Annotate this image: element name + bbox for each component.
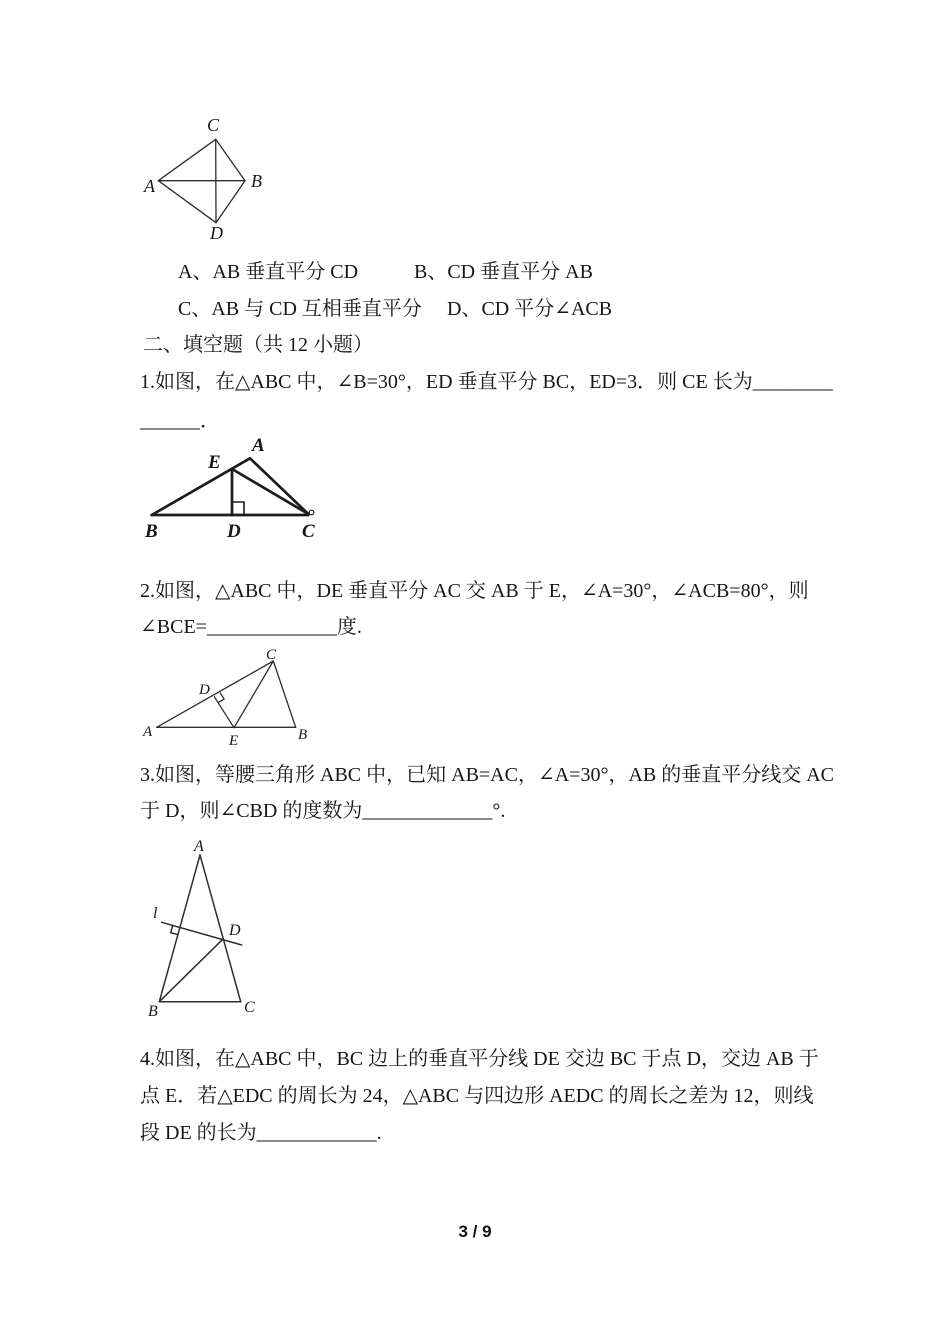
figure-q1-triangle	[130, 430, 390, 548]
mc-option-d: D、CD 平分∠ACB	[447, 298, 613, 320]
page-number: 3 / 9	[458, 1222, 492, 1241]
right-angle-mark	[218, 693, 224, 703]
segment-AC	[157, 661, 274, 727]
figure-kite-quadrilateral	[140, 112, 290, 252]
vertex-label-D: D	[210, 223, 223, 243]
line-label-l: l	[153, 905, 158, 922]
segment-DA	[158, 181, 216, 223]
point-mark-C	[309, 510, 314, 515]
vertex-label-B: B	[145, 521, 158, 542]
vertex-label-C: C	[207, 115, 220, 135]
vertex-label-D: D	[227, 521, 241, 542]
figure-q2-triangle	[140, 648, 335, 754]
question-2-line-1: 2.如图，△ABC 中，DE 垂直平分 AC 交 AB 于 E，∠A=30°，∠ACB=80°，则	[140, 580, 809, 602]
segment-CB	[273, 661, 295, 727]
question-4-line-2: 点 E．若△EDC 的周长为 24，△ABC 与四边形 AEDC 的周长之差为 12，则线	[140, 1085, 814, 1107]
segment-BA	[152, 458, 250, 515]
vertex-label-B: B	[298, 727, 308, 743]
vertex-label-A: A	[143, 724, 153, 740]
vertex-label-B: B	[251, 171, 262, 191]
vertex-label-D: D	[199, 682, 210, 698]
vertex-label-C: C	[244, 999, 255, 1016]
mc-option-c: C、AB 与 CD 互相垂直平分	[178, 298, 422, 320]
vertex-label-C: C	[266, 648, 277, 663]
vertex-label-B: B	[148, 1003, 158, 1020]
question-3-line-1: 3.如图，等腰三角形 ABC 中，已知 AB=AC，∠A=30°，AB 的垂直平分线交 AC	[140, 764, 835, 786]
mc-option-b: B、CD 垂直平分 AB	[414, 261, 593, 283]
vertex-label-C: C	[302, 521, 315, 542]
segment-DE	[214, 697, 234, 728]
question-1-line-2: ______．	[140, 410, 220, 432]
segment-CE	[234, 661, 273, 728]
vertex-label-A: A	[144, 176, 155, 196]
segment-BD	[159, 939, 222, 1001]
segment-CB	[216, 139, 245, 180]
right-angle-mark	[232, 502, 244, 515]
question-1-line-1: 1.如图，在△ABC 中，∠B=30°，ED 垂直平分 BC，ED=3．则 CE 长为________	[140, 371, 833, 393]
figure-q3-triangle	[140, 838, 280, 1022]
mc-option-a: A、AB 垂直平分 CD	[178, 261, 359, 283]
segment-BD	[216, 181, 245, 223]
question-2-line-2: ∠BCE=_____________度.	[140, 616, 362, 638]
vertex-label-A: A	[194, 838, 204, 855]
vertex-label-D: D	[229, 922, 241, 939]
question-4-line-1: 4.如图，在△ABC 中，BC 边上的垂直平分线 DE 交边 BC 于点 D，交边 AB 于	[140, 1048, 819, 1070]
segment-AB	[159, 855, 200, 1002]
vertex-label-A: A	[252, 435, 265, 456]
question-3-line-2: 于 D，则∠CBD 的度数为_____________°.	[140, 800, 506, 822]
segment-AC	[158, 139, 215, 180]
question-4-line-3: 段 DE 的长为____________.	[140, 1122, 382, 1144]
vertex-label-E: E	[208, 452, 221, 473]
vertex-label-E: E	[229, 733, 239, 749]
section-title: 二、填空题（共 12 小题）	[143, 334, 373, 356]
